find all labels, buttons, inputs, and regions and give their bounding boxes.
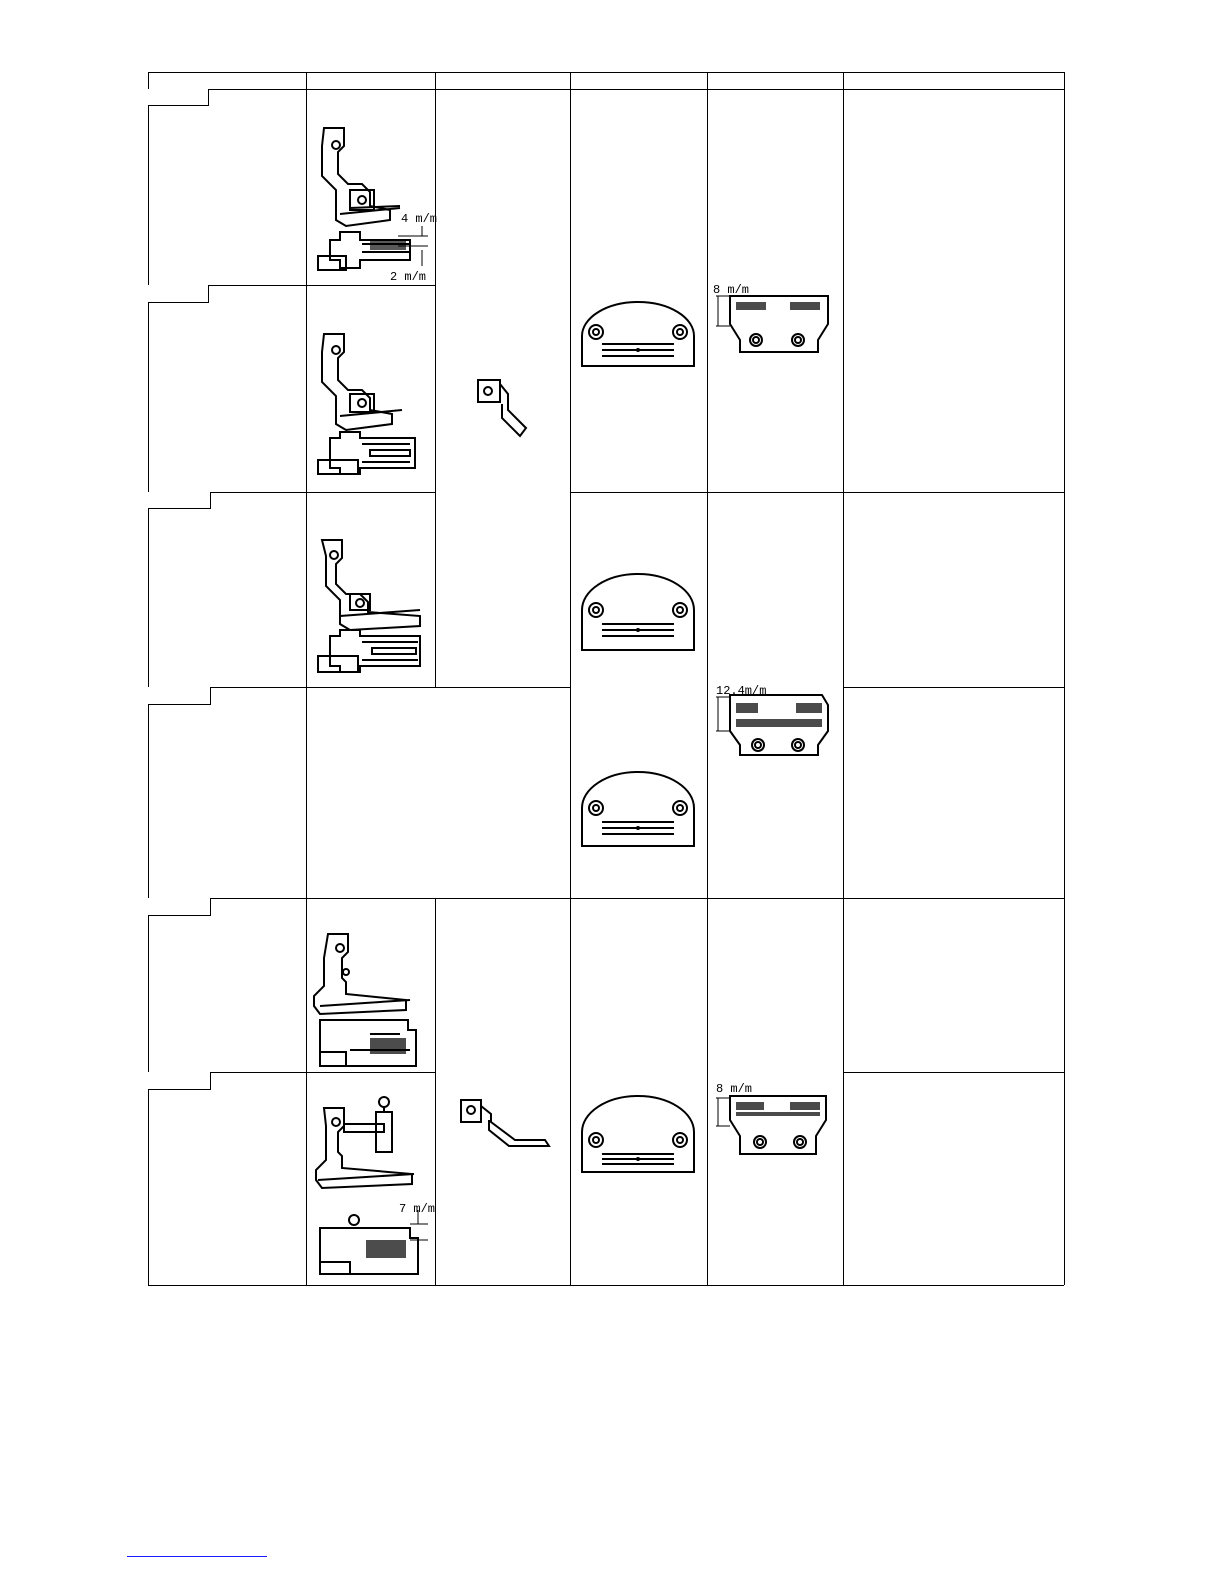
row6-tag (148, 1072, 211, 1090)
col0-border (148, 72, 149, 1285)
row5-border-right (843, 1072, 1064, 1073)
feed-dog-dim-8mm-a: 8 m/m (713, 283, 750, 297)
table-bottom-border (148, 1285, 1064, 1286)
feed-dog-dim-12mm: 12.4m/m (716, 684, 767, 698)
row4-tag (148, 687, 211, 705)
presser-foot-icon (310, 120, 432, 285)
row2-border-right (570, 492, 1064, 493)
row3-tag (148, 492, 211, 509)
feed-dog-icon (716, 693, 834, 759)
needle-plate-icon (578, 300, 698, 370)
presser-foot-icon (310, 536, 432, 686)
row3-border-right (843, 687, 1064, 688)
row1-tag (148, 89, 209, 106)
row2-tag (148, 285, 209, 303)
presser-foot-icon (310, 1088, 432, 1283)
row1-dim-bottom: 2 m/m (390, 270, 427, 284)
col2-border-top (435, 72, 436, 687)
row4-border (148, 898, 1064, 899)
guide-icon (470, 370, 540, 440)
col1-border (306, 72, 307, 1285)
needle-plate-icon (578, 1094, 698, 1176)
row5-tag (148, 898, 211, 916)
col5-border (843, 72, 844, 1285)
presser-foot-icon (310, 930, 432, 1072)
table-top-border (148, 72, 1064, 73)
needle-plate-icon (578, 572, 698, 654)
row3-border-mid (435, 687, 570, 688)
feed-dog-dim-8mm-b: 8 m/m (716, 1082, 753, 1096)
row1-dim-top: 4 m/m (401, 212, 438, 226)
needle-plate-icon (578, 770, 698, 850)
feed-dog-icon (716, 294, 834, 354)
header-row-border (148, 89, 1064, 90)
col3-border (570, 72, 571, 1285)
col4-border (707, 72, 708, 1285)
col6-border (1064, 72, 1065, 1285)
guide-icon (455, 1092, 555, 1154)
feed-dog-icon (716, 1094, 834, 1160)
row6-dim-height: 7 m/m (399, 1202, 436, 1216)
footer-link-underline[interactable] (127, 1556, 267, 1557)
presser-foot-icon (310, 328, 432, 488)
col2-border-bottom (435, 898, 436, 1285)
